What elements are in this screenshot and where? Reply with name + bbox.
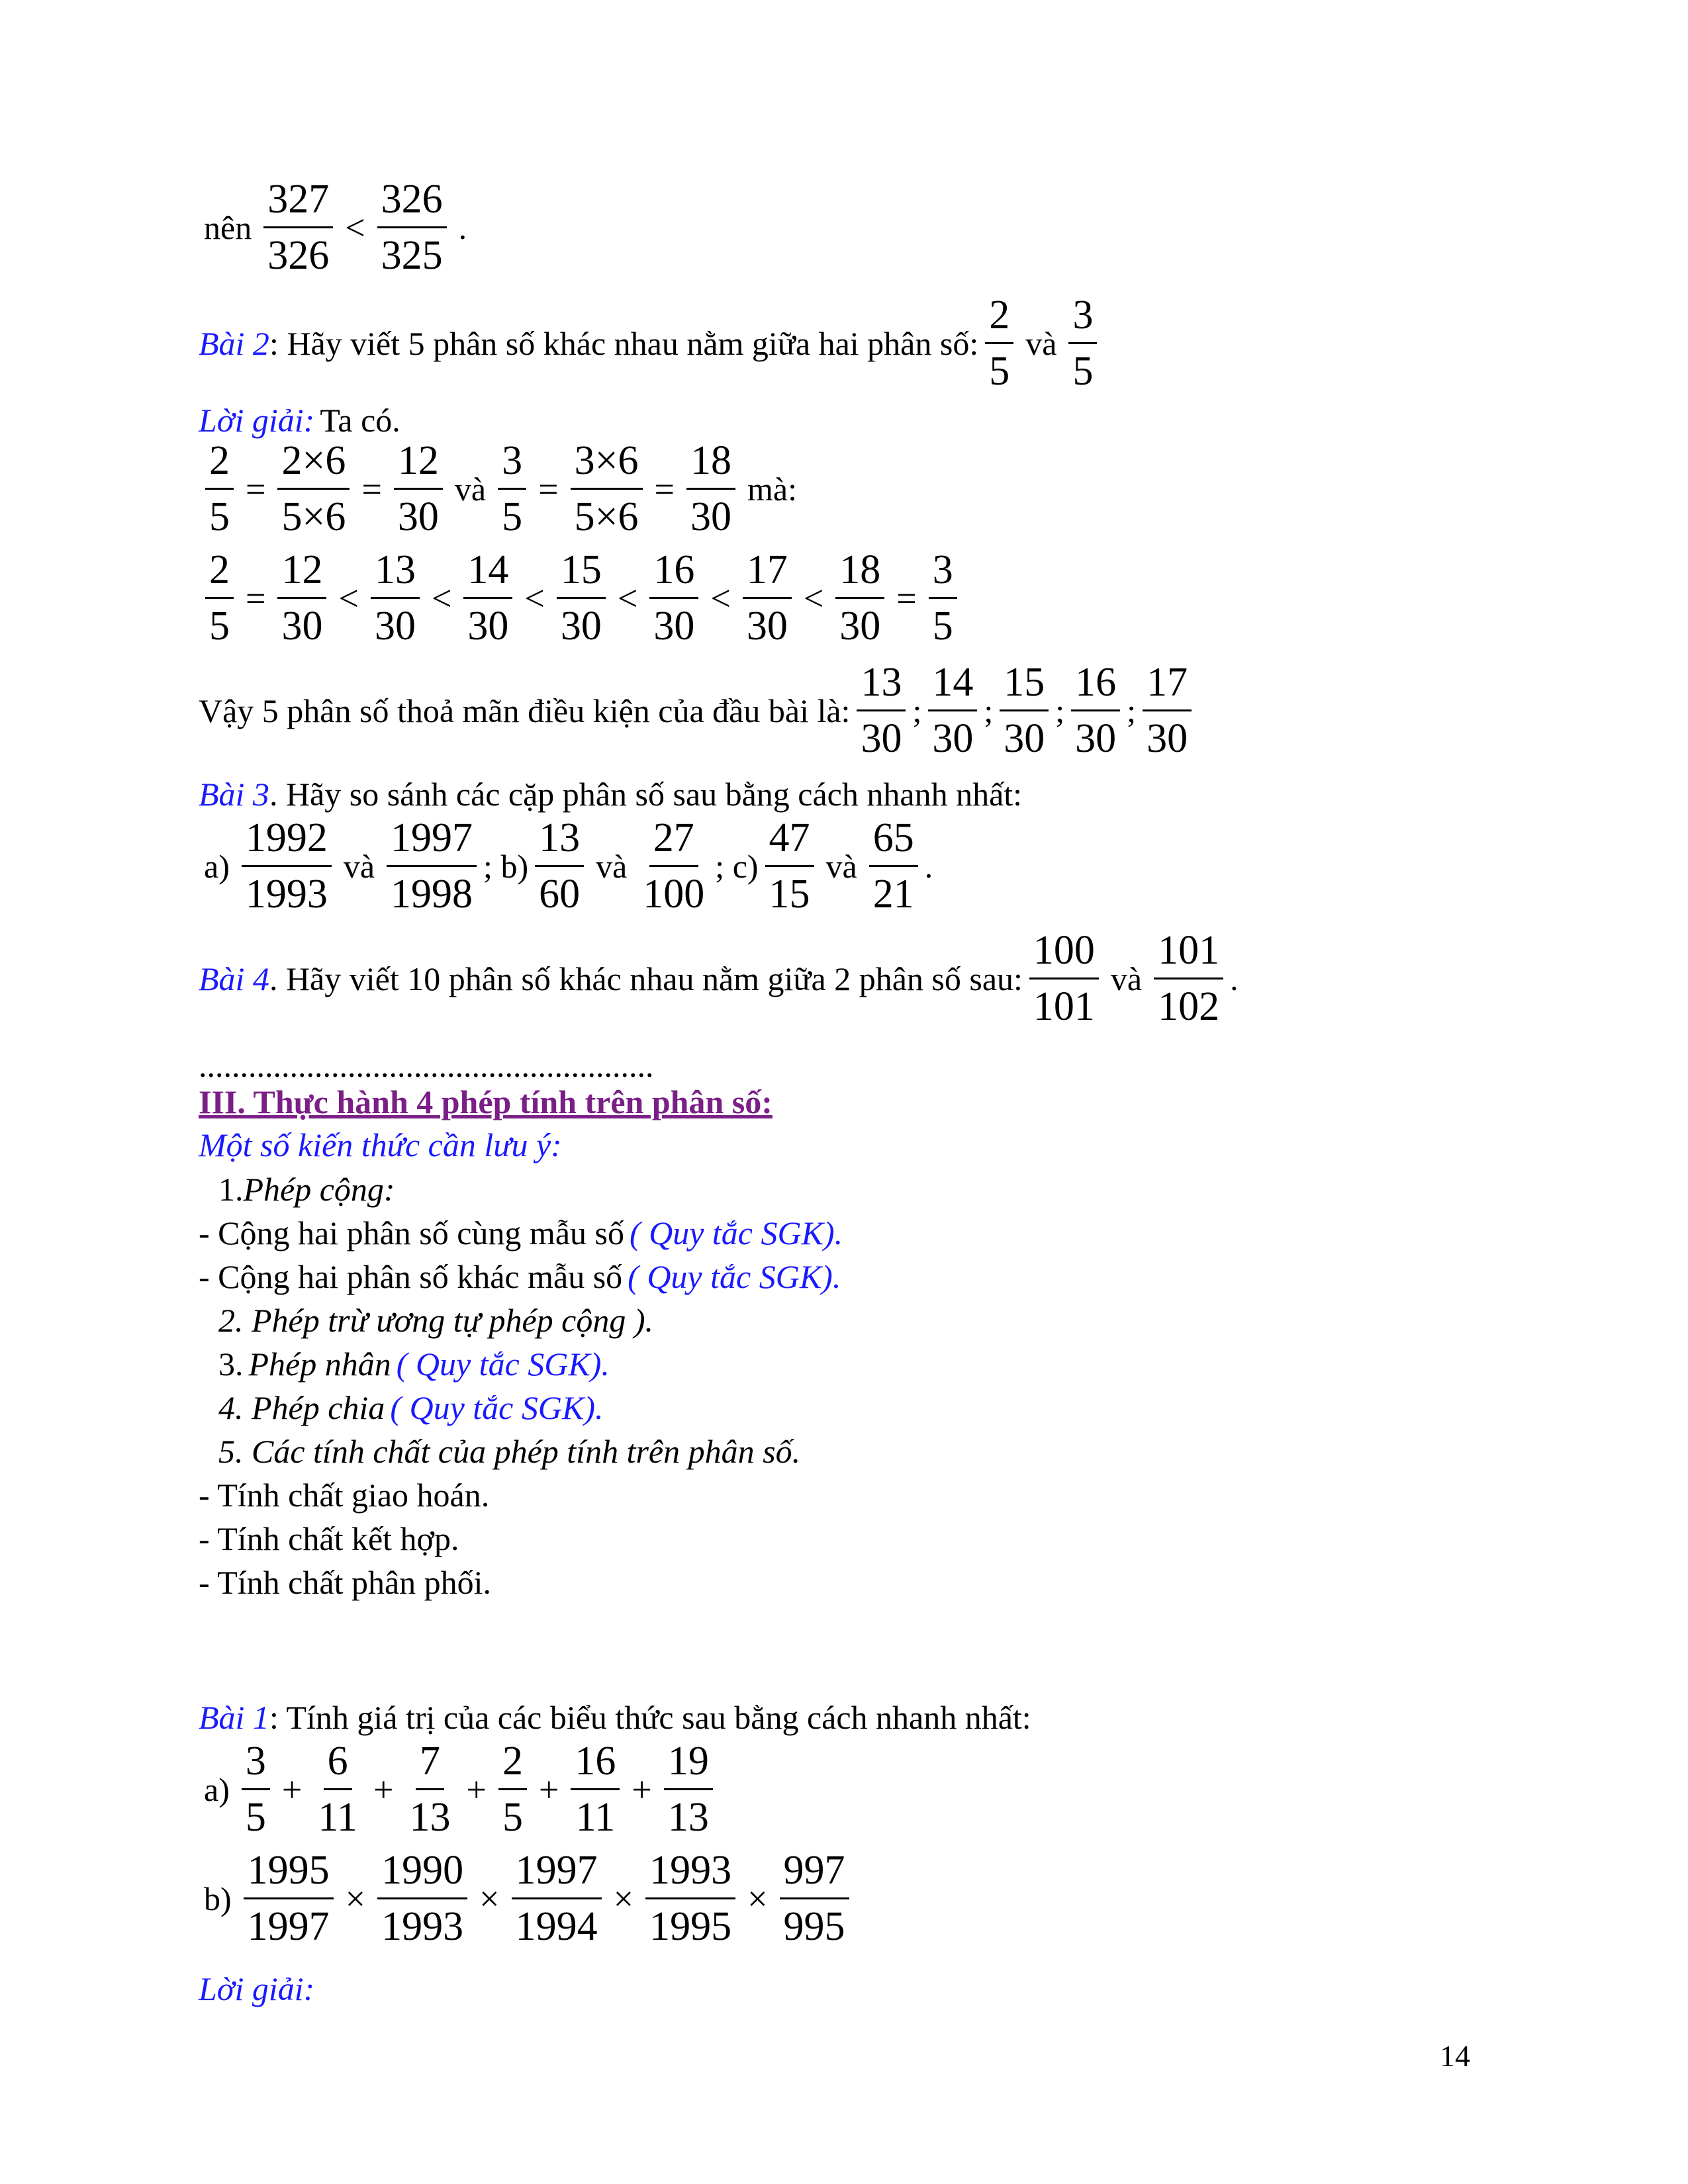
fraction: $\frac{16}{30}$	[1071, 662, 1120, 759]
less-than: <	[345, 207, 365, 248]
equals: =	[538, 469, 559, 509]
section-heading: III. Thực hành 4 phép tính trên phân số:	[199, 1083, 773, 1120]
conclusion-line	[199, 662, 1198, 759]
period: .	[1230, 960, 1239, 997]
note-multiplication	[218, 1347, 610, 1381]
exercise-label: Bài 3	[199, 776, 269, 813]
fraction: $\frac{1997}{1994}$	[512, 1850, 602, 1947]
fraction: $\frac{12}{30}$	[394, 440, 443, 537]
text-va: và	[825, 847, 857, 885]
equals: =	[654, 469, 675, 509]
fraction: $\frac{2}{5}$	[985, 295, 1013, 392]
fraction: $\frac{327}{326}$	[263, 179, 333, 276]
equals: =	[896, 578, 917, 618]
separator: ;	[1055, 692, 1065, 729]
fraction: $\frac{12}{30}$	[277, 549, 326, 647]
dotted-separator: .......................................................	[199, 1047, 654, 1084]
exercise-text: : Tính giá trị của các biểu thức sau bằng cách nhanh nhất:	[269, 1699, 1031, 1736]
notes-intro: Một số kiến thức cần lưu ý:	[199, 1126, 562, 1163]
equals: =	[246, 578, 266, 618]
times: ×	[345, 1878, 366, 1919]
equals: =	[361, 469, 382, 509]
solution-label-2: Lời giải:	[199, 1970, 315, 2007]
exercise-2	[199, 295, 1103, 392]
note-text: - Cộng hai phân số khác mẫu số	[199, 1258, 623, 1295]
period: .	[924, 847, 933, 885]
fraction: $\frac{1990}{1993}$	[377, 1850, 467, 1947]
label-b: ; b)	[483, 847, 529, 885]
page-number: 14	[1440, 2039, 1470, 2073]
solution-intro	[199, 404, 406, 437]
fraction: $\frac{14}{30}$	[463, 549, 512, 647]
plus: +	[281, 1769, 303, 1809]
note-properties: 5. Các tính chất của phép tính trên phân số.	[218, 1433, 801, 1470]
less-than: <	[617, 578, 638, 618]
less-than: <	[803, 578, 824, 618]
note-title: 4. Phép chia	[218, 1389, 385, 1426]
separator: ;	[1127, 692, 1137, 729]
less-than: <	[524, 578, 545, 618]
note-title: Phép nhân	[248, 1345, 391, 1383]
times: ×	[479, 1878, 500, 1919]
fraction: $\frac{16}{11}$	[571, 1741, 620, 1838]
plus: +	[373, 1769, 394, 1809]
fraction: $\frac{101}{102}$	[1154, 930, 1223, 1027]
exercise-1b	[199, 1850, 856, 1947]
fraction: $\frac{2}{5}$	[205, 549, 234, 647]
fraction: $\frac{7}{13}$	[409, 1739, 451, 1840]
period: .	[458, 208, 467, 246]
fraction: $\frac{3}{5}$	[929, 549, 957, 647]
fraction: $\frac{6}{11}$	[318, 1739, 358, 1840]
text-va: và	[1025, 324, 1057, 362]
fraction: $\frac{17}{30}$	[743, 549, 792, 647]
exercise-1	[199, 1701, 1031, 1734]
fraction: $\frac{2}{5}$	[205, 440, 234, 537]
fraction: $\frac{18}{30}$	[835, 549, 884, 647]
fraction: $\frac{47}{15}$	[765, 817, 814, 915]
less-than: <	[338, 578, 359, 618]
fraction: $\frac{1997}{1998}$	[387, 817, 477, 915]
fraction: $\frac{65}{21}$	[869, 817, 918, 915]
fraction: $\frac{2}{5}$	[498, 1741, 527, 1838]
fraction: $\frac{100}{101}$	[1029, 930, 1099, 1027]
fraction: $\frac{14}{30}$	[928, 662, 977, 759]
text-nen: nên	[204, 208, 252, 246]
conclusion-text: Vậy 5 phân số thoả mãn điều kiện của đầu bài là:	[199, 692, 851, 729]
text-va: và	[1110, 960, 1143, 997]
separator: ;	[984, 692, 994, 729]
equation-2	[199, 549, 964, 647]
exercise-label: Bài 4	[199, 960, 269, 997]
note-number: 3.	[218, 1345, 244, 1383]
fraction: $\frac{17}{30}$	[1143, 662, 1192, 759]
fraction: $\frac{3}{5}$	[242, 1741, 270, 1838]
fraction: $\frac{27}{100}$	[643, 815, 705, 917]
text-va: và	[454, 470, 487, 508]
exercise-4	[199, 930, 1239, 1027]
note-addition	[218, 1173, 395, 1206]
note-subtraction: 2. Phép trừ ương tự phép cộng ).	[218, 1302, 654, 1339]
plus: +	[538, 1769, 559, 1809]
fraction: $\frac{13}{60}$	[535, 817, 584, 915]
label-b: b)	[204, 1880, 232, 1917]
fraction: $\frac{326}{325}$	[377, 179, 447, 276]
less-than: <	[710, 578, 731, 618]
fraction: $\frac{1993}{1995}$	[645, 1850, 735, 1947]
comparison-line	[199, 179, 472, 276]
fraction: $\frac{13}{30}$	[371, 549, 420, 647]
fraction: $\frac{3}{5}$	[1068, 295, 1097, 392]
equals: =	[246, 469, 266, 509]
property-associative: - Tính chất kết hợp.	[199, 1520, 459, 1557]
fraction: $\frac{3\times 6}{5\times 6}$	[571, 440, 643, 537]
separator: ;	[912, 692, 922, 729]
times: ×	[613, 1878, 634, 1919]
exercise-label: Bài 2	[199, 324, 269, 362]
exercise-label: Bài 1	[199, 1699, 269, 1736]
note-reference: ( Quy tắc SGK).	[629, 1214, 843, 1251]
note-add-same	[199, 1216, 848, 1250]
fraction: $\frac{3}{5}$	[498, 440, 526, 537]
exercise-text: . Hãy so sánh các cặp phân số sau bằng cách nhanh nhất:	[269, 776, 1023, 813]
exercise-3-pairs	[199, 817, 933, 915]
note-number: 1.	[218, 1171, 244, 1208]
solution-label: Lời giải:	[199, 402, 315, 439]
equation-1	[199, 440, 802, 537]
fraction: $\frac{15}{30}$	[557, 549, 606, 647]
fraction: $\frac{997}{995}$	[780, 1850, 849, 1947]
fraction: $\frac{2\times 6}{5\times 6}$	[277, 440, 350, 537]
note-text: - Cộng hai phân số cùng mẫu số	[199, 1214, 624, 1251]
note-reference: ( Quy tắc SGK).	[628, 1258, 841, 1295]
property-distributive: - Tính chất phân phối.	[199, 1564, 492, 1601]
plus: +	[632, 1769, 652, 1809]
label-a: a)	[204, 1770, 230, 1808]
note-reference: ( Quy tắc SGK).	[396, 1345, 610, 1383]
fraction: $\frac{15}{30}$	[1000, 662, 1049, 759]
times: ×	[747, 1878, 768, 1919]
exercise-text: . Hãy viết 10 phân số khác nhau nằm giữa 2 phân số sau:	[269, 960, 1023, 997]
label-c: ; c)	[715, 847, 759, 885]
fraction: $\frac{16}{30}$	[649, 549, 698, 647]
exercise-3	[199, 778, 1022, 811]
label-a: a)	[204, 847, 230, 885]
exercise-text: : Hãy viết 5 phân số khác nhau nằm giữa hai phân số:	[269, 324, 979, 362]
fraction: $\frac{13}{30}$	[857, 662, 906, 759]
property-commutative: - Tính chất giao hoán.	[199, 1477, 490, 1514]
text-va: và	[596, 847, 628, 885]
fraction: $\frac{1992}{1993}$	[242, 817, 332, 915]
text-va: và	[343, 847, 375, 885]
fraction: $\frac{19}{13}$	[664, 1741, 713, 1838]
note-add-diff	[199, 1260, 846, 1293]
exercise-1a	[199, 1741, 720, 1838]
text-ma: mà:	[747, 470, 797, 508]
fraction: $\frac{1995}{1997}$	[244, 1850, 334, 1947]
solution-text: Ta có.	[320, 402, 400, 439]
fraction: $\frac{18}{30}$	[686, 440, 735, 537]
note-reference: ( Quy tắc SGK).	[390, 1389, 604, 1426]
plus: +	[466, 1769, 487, 1809]
less-than: <	[431, 578, 452, 618]
note-title: Phép cộng:	[243, 1171, 395, 1208]
note-division	[218, 1391, 608, 1424]
